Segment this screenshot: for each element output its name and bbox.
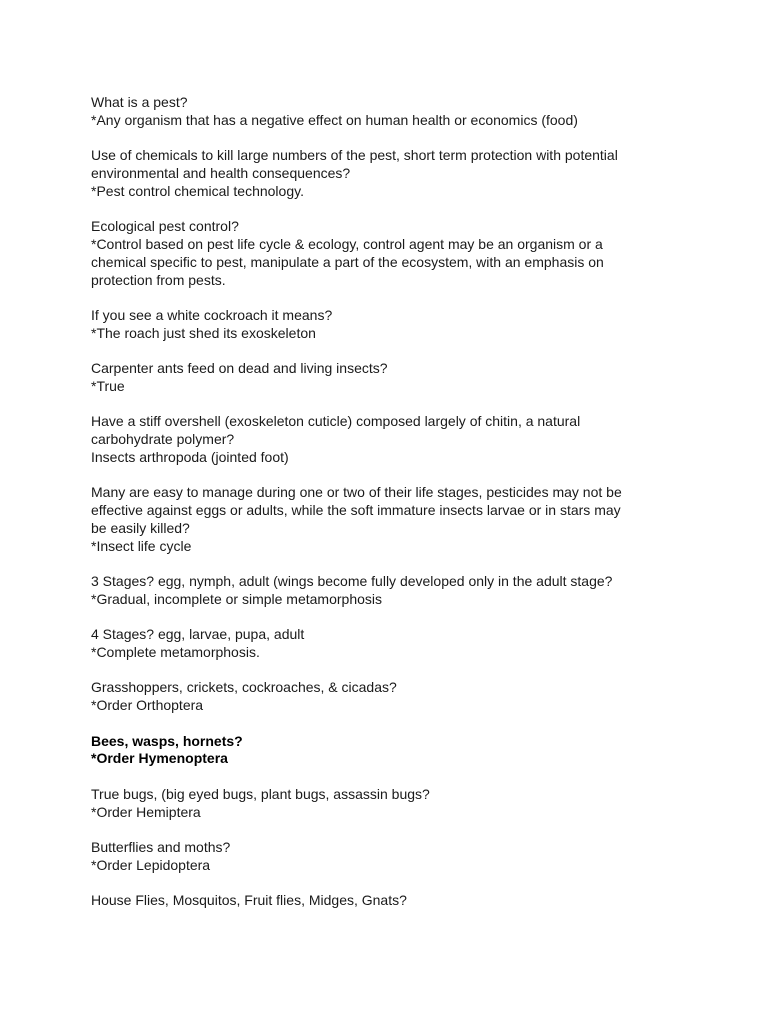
question-text: 4 Stages? egg, larvae, pupa, adult [91,626,305,643]
document-body [91,94,681,928]
answer-text: *Control based on pest life cycle & ecology, control agent may be an organism or a chemical specific to pest, manipulate a part of the ecosystem, with an emphasis on protection from pests. [91,235,604,288]
question-text: Ecological pest control? [91,218,239,235]
question-text: Bees, wasps, hornets? [91,732,243,749]
question-text: Carpenter ants feed on dead and living insects? [91,360,388,377]
question-text: Grasshoppers, crickets, cockroaches, & cicadas? [91,679,397,696]
answer-text: *The roach just shed its exoskeleton [91,324,316,341]
question-text: 3 Stages? egg, nymph, adult (wings become fully developed only in the adult stage? [91,573,613,590]
qa-item [91,786,681,822]
answer-text: *True [91,377,125,394]
qa-item [91,892,681,910]
qa-item [91,839,681,875]
question-text: Butterflies and moths? [91,839,231,856]
answer-text: *Insect life cycle [91,537,192,554]
question-text: If you see a white cockroach it means? [91,306,333,323]
question-text: Use of chemicals to kill large numbers of the pest, short term protection with potential environmental and health consequences? [91,147,618,181]
qa-item [91,218,681,289]
question-text: True bugs, (big eyed bugs, plant bugs, assassin bugs? [91,785,430,802]
question-text: Many are easy to manage during one or two of their life stages, pesticides may not be effective against eggs or adults, while the soft immature insects larvae or in stars may be easily killed? [91,484,622,536]
question-text: What is a pest? [91,94,188,110]
answer-text: *Order Orthoptera [91,697,204,714]
qa-item [91,147,681,200]
answer-text: *Any organism that has a negative effect on human health or economics (food) [91,111,578,128]
qa-item-bold [91,733,681,769]
qa-item [91,360,681,396]
qa-item [91,679,681,715]
answer-text: *Order Hemiptera [91,803,201,820]
qa-item [91,573,681,609]
answer-text: *Order Hymenoptera [91,750,228,767]
answer-text: *Pest control chemical technology. [91,182,304,199]
answer-text: *Order Lepidoptera [91,856,211,873]
answer-text: *Gradual, incomplete or simple metamorphosis [91,590,383,607]
qa-item [91,484,681,555]
qa-item [91,626,681,662]
answer-text: Insects arthropoda (jointed foot) [91,448,289,465]
question-text: House Flies, Mosquitos, Fruit flies, Midges, Gnats? [91,892,407,909]
qa-item [91,94,681,130]
qa-item [91,413,681,466]
answer-text: *Complete metamorphosis. [91,644,260,661]
qa-item [91,307,681,343]
question-text: Have a stiff overshell (exoskeleton cuticle) composed largely of chitin, a natural carbohydrate polymer? [91,413,581,448]
